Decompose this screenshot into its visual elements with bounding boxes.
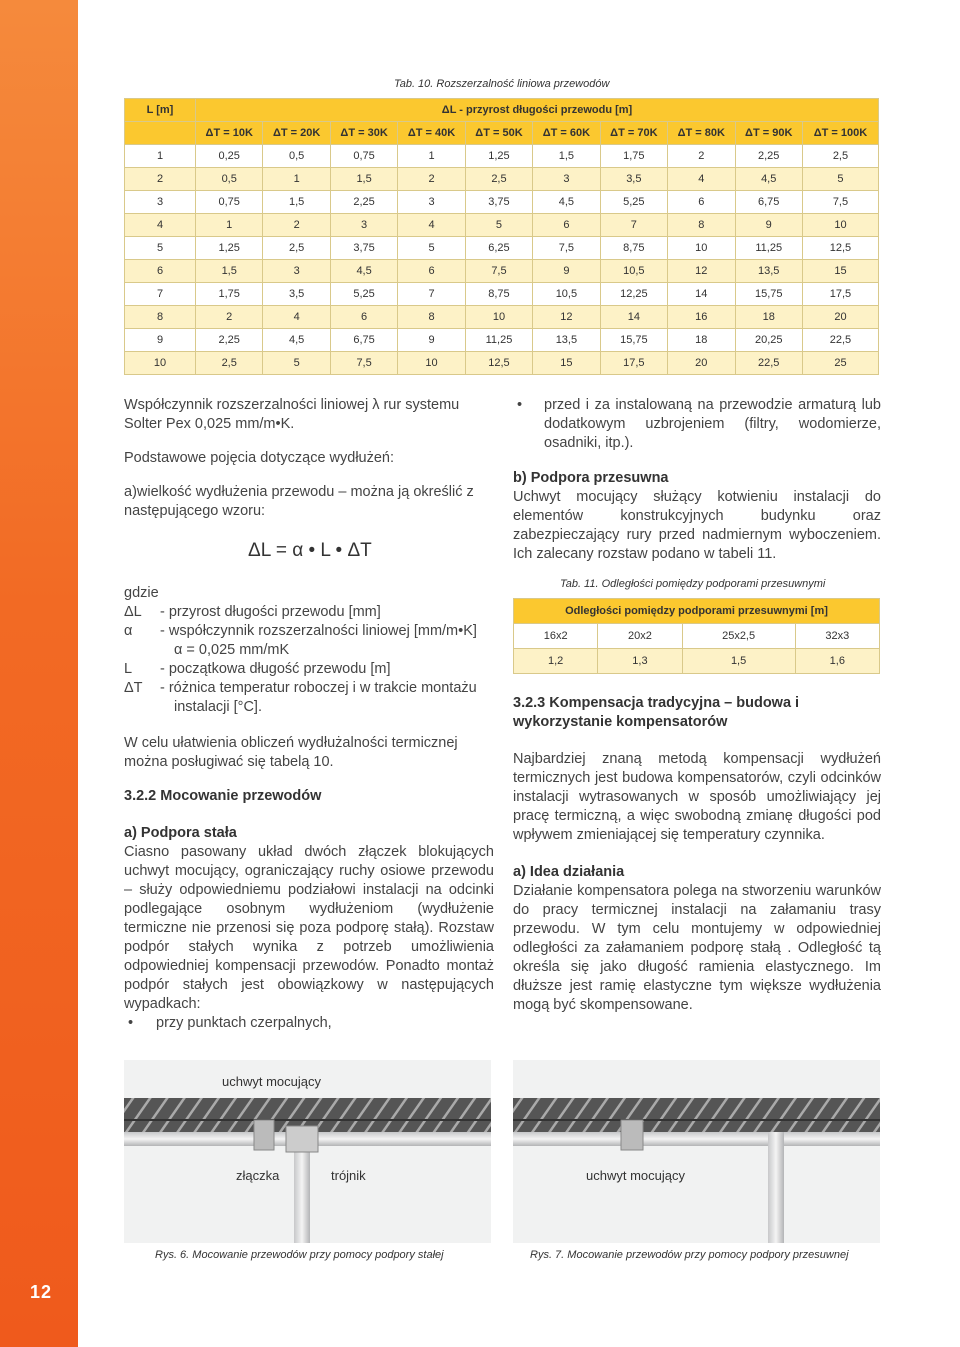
elongation-cell: 8 [668, 214, 735, 237]
figure6-caption: Rys. 6. Mocowanie przewodów przy pomocy podpory stałej [155, 1249, 444, 1261]
definition-text: - różnica temperatur roboczej i w trakcie montażu [160, 680, 477, 696]
right-column-lower [513, 694, 881, 1015]
elongation-cell: 6 [668, 191, 735, 214]
definition-text: - przyrost długości przewodu [mm] [160, 604, 381, 620]
elongation-cell: 1,25 [465, 145, 532, 168]
elongation-cell: 1,5 [330, 168, 397, 191]
elongation-cell: 5 [398, 237, 465, 260]
elongation-cell: 0,5 [196, 168, 263, 191]
elongation-cell: 1 [196, 214, 263, 237]
elongation-cell: 12,5 [465, 352, 532, 375]
tee-label: trójnik [331, 1168, 366, 1183]
table-row [125, 329, 879, 352]
elongation-cell: 25 [802, 352, 878, 375]
sliding-support-illustration [513, 1060, 880, 1243]
elongation-cell: 4 [668, 168, 735, 191]
elongation-cell: 3,5 [600, 168, 667, 191]
elongation-cell: 1,5 [263, 191, 330, 214]
elongation-cell: 10 [802, 214, 878, 237]
definition-symbol: L [124, 661, 133, 677]
right-column [513, 396, 881, 564]
bracket-label: uchwyt mocujący [586, 1168, 685, 1183]
elongation-cell: 6 [330, 306, 397, 329]
definition-line [124, 679, 499, 698]
elongation-cell: 3,75 [330, 237, 397, 260]
dt-header-cell: ΔT = 70K [600, 122, 667, 145]
elongation-cell: 4,5 [330, 260, 397, 283]
dt-header-cell: ΔT = 80K [668, 122, 735, 145]
elongation-cell: 12,25 [600, 283, 667, 306]
table-header-empty [125, 122, 196, 145]
elongation-cell: 0,75 [196, 191, 263, 214]
figure-fixed-support [124, 1060, 491, 1243]
dt-header-cell: ΔT = 90K [735, 122, 802, 145]
length-cell: 8 [125, 306, 196, 329]
elongation-cell: 2,5 [263, 237, 330, 260]
table-row [125, 352, 879, 375]
bullet-text: przy punktach czerpalnych, [156, 1015, 332, 1031]
elongation-cell: 12,5 [802, 237, 878, 260]
definition-line [124, 660, 499, 679]
definition-line [124, 622, 499, 641]
elongation-cell: 1,5 [533, 145, 600, 168]
definition-line [124, 641, 499, 660]
basics-heading: Podstawowe pojęcia dotyczące wydłużeń: [124, 450, 395, 466]
pipe-size-cell: 16x2 [514, 624, 598, 649]
elongation-cell: 11,25 [465, 329, 532, 352]
dt-header-cell: ΔT = 40K [398, 122, 465, 145]
pipe-size-cell: 25x2,5 [682, 624, 795, 649]
elongation-cell: 4,5 [263, 329, 330, 352]
elongation-cell: 6,75 [330, 329, 397, 352]
table11-header: Odległości pomiędzy podporami przesuwnymi [m] [514, 599, 880, 624]
elongation-cell: 0,5 [263, 145, 330, 168]
elongation-cell: 8,75 [600, 237, 667, 260]
elongation-cell: 5,25 [600, 191, 667, 214]
orange-sidebar [0, 0, 78, 1347]
sliding-support-heading: b) Podpora przesuwna [513, 470, 669, 486]
fixed-support-heading: a) Podpora stała [124, 825, 237, 841]
elongation-cell: 10,5 [600, 260, 667, 283]
elongation-cell: 4 [398, 214, 465, 237]
elongation-cell: 1 [263, 168, 330, 191]
elongation-cell: 13,5 [533, 329, 600, 352]
elongation-cell: 17,5 [802, 283, 878, 306]
length-cell: 6 [125, 260, 196, 283]
definition-symbol: ΔL [124, 604, 142, 620]
compensation-text: Najbardziej znaną metodą kompensacji wydłużeń termicznych jest budowa kompensatorów, czyli odcinków instalacji wytrasowanych w sposób umożliwiający jej pracę termiczną, a więc swobodną zmianę długości pod wpływem zmieniającej się temperatury czynnika. [513, 751, 881, 843]
elongation-cell: 2,25 [330, 191, 397, 214]
mounting-heading: 3.2.2 Mocowanie przewodów [124, 788, 322, 804]
elongation-cell: 7,5 [330, 352, 397, 375]
fixed-support-text: Ciasno pasowany układ dwóch złączek blokujących uchwyt mocujący, ograniczający ruchy osiowe przewodu – służy odpowiedniemu podziałowi instalacji na odcinki podlegające osobnym wydłużeniom (wydłużenie termiczne nie przenosi się poza podporę stałą). Rozstaw podpór stałych wynika z potrzeb umożliwienia odpowiedniej kompensacji przewodów. Ponadto montaż podpór stałych jest obowiązkowy w następujących wypadkach: [124, 844, 494, 1012]
distance-cell: 1,6 [795, 649, 879, 674]
elongation-cell: 4,5 [735, 168, 802, 191]
dt-header-cell: ΔT = 20K [263, 122, 330, 145]
formula: ΔL = α • L • ΔT [248, 540, 372, 561]
elongation-cell: 22,5 [802, 329, 878, 352]
elongation-cell: 6,75 [735, 191, 802, 214]
length-cell: 10 [125, 352, 196, 375]
left-column-lower [124, 734, 494, 1033]
elongation-cell: 12 [668, 260, 735, 283]
elongation-cell: 1,75 [600, 145, 667, 168]
elongation-cell: 5,25 [330, 283, 397, 306]
elongation-cell: 15 [802, 260, 878, 283]
elongation-cell: 7 [600, 214, 667, 237]
definition-line [124, 698, 499, 717]
elongation-cell: 20 [668, 352, 735, 375]
length-cell: 9 [125, 329, 196, 352]
bullet-text: przed i za instalowaną na przewodzie armaturą lub dodatkowym uzbrojeniem (filtry, wodomierze, osadniki, itp.). [544, 397, 881, 451]
elongation-cell: 6,25 [465, 237, 532, 260]
elongation-cell: 9 [735, 214, 802, 237]
bullet-item: • przy punktach czerpalnych, [128, 1015, 332, 1031]
elongation-cell: 10 [465, 306, 532, 329]
expansion-table [124, 98, 879, 375]
elongation-cell: 5 [263, 352, 330, 375]
elongation-cell: 11,25 [735, 237, 802, 260]
definition-symbol: ΔT [124, 680, 143, 696]
length-cell: 1 [125, 145, 196, 168]
dt-header-cell: ΔT = 50K [465, 122, 532, 145]
table-row [125, 214, 879, 237]
elongation-cell: 8,75 [465, 283, 532, 306]
elongation-cell: 13,5 [735, 260, 802, 283]
idea-heading: a) Idea działania [513, 864, 625, 880]
elongation-cell: 2,25 [196, 329, 263, 352]
compensation-heading: 3.2.3 Kompensacja tradycyjna – budowa i wykorzystanie kompensatorów [513, 695, 800, 730]
elongation-cell: 14 [600, 306, 667, 329]
elongation-cell: 9 [533, 260, 600, 283]
elongation-cell: 7,5 [533, 237, 600, 260]
elongation-cell: 18 [735, 306, 802, 329]
page-number: 12 [30, 1282, 53, 1302]
elongation-cell: 6 [398, 260, 465, 283]
table-hint: W celu ułatwienia obliczeń wydłużalności termicznej można posługiwać się tabelą 10. [124, 735, 458, 770]
elongation-cell: 1,75 [196, 283, 263, 306]
definition-text: α = 0,025 mm/mK [174, 642, 290, 658]
elongation-cell: 7,5 [802, 191, 878, 214]
table-row [125, 283, 879, 306]
definition-text: instalacji [°C]. [174, 699, 262, 715]
elongation-cell: 14 [668, 283, 735, 306]
elongation-cell: 4 [263, 306, 330, 329]
definition-symbol: α [124, 623, 133, 639]
elongation-cell: 7 [398, 283, 465, 306]
coefficient-paragraph: Współczynnik rozszerzalności liniowej λ rur systemu Solter Pex 0,025 mm/m•K. [124, 397, 460, 432]
elongation-cell: 3 [533, 168, 600, 191]
coupling-label: złączka [236, 1168, 280, 1183]
definition-text: - współczynnik rozszerzalności liniowej [mm/m•K] [160, 623, 477, 639]
elongation-cell: 20 [802, 306, 878, 329]
elongation-cell: 1,5 [196, 260, 263, 283]
elongation-cell: 22,5 [735, 352, 802, 375]
elongation-cell: 18 [668, 329, 735, 352]
elongation-cell: 15,75 [735, 283, 802, 306]
sliding-support-text: Uchwyt mocujący służący kotwieniu instalacji do elementów konstrukcyjnych budynku oraz zabezpieczający rury przed nadmiernym wyboczeniem. Ich zalecany rozstaw podano w tabeli 11. [513, 489, 881, 562]
length-cell: 2 [125, 168, 196, 191]
elongation-cell: 3,75 [465, 191, 532, 214]
table-row [125, 145, 879, 168]
elongation-cell: 3 [398, 191, 465, 214]
elongation-cell: 6 [533, 214, 600, 237]
definition-text: - początkowa długość przewodu [m] [160, 661, 391, 677]
elongation-cell: 10 [668, 237, 735, 260]
table-row [125, 306, 879, 329]
figure7-caption: Rys. 7. Mocowanie przewodów przy pomocy podpory przesuwnej [530, 1249, 849, 1261]
elongation-cell: 3 [330, 214, 397, 237]
formula-intro: a)wielkość wydłużenia przewodu – można ją określić z następującego wzoru: [124, 484, 474, 519]
distance-cell: 1,3 [598, 649, 682, 674]
elongation-cell: 7,5 [465, 260, 532, 283]
figure-sliding-support [513, 1060, 880, 1243]
left-column [124, 396, 494, 521]
elongation-cell: 5 [465, 214, 532, 237]
elongation-cell: 8 [398, 306, 465, 329]
length-cell: 5 [125, 237, 196, 260]
support-distance-table [513, 598, 880, 674]
table-group-header: ΔL - przyrost długości przewodu [m] [196, 99, 879, 122]
idea-text: Działanie kompensatora polega na stworzeniu warunków do pracy termicznej instalacji na załamaniu trasy przewodu. W tym celu montujemy w odpowiedniej odległości za załamaniem podporę stałą . Odległość tą określa się jako długość ramienia elastycznego. Im dłuższe jest ramię elastyczne tym większe wydłużenia mogą być skompensowane. [513, 883, 881, 1013]
distance-cell: 1,5 [682, 649, 795, 674]
elongation-cell: 20,25 [735, 329, 802, 352]
pipe-size-cell: 32x3 [795, 624, 879, 649]
length-cell: 4 [125, 214, 196, 237]
elongation-cell: 2,5 [196, 352, 263, 375]
elongation-cell: 16 [668, 306, 735, 329]
pipe-size-cell: 20x2 [598, 624, 682, 649]
table10-caption: Tab. 10. Rozszerzalność liniowa przewodów [394, 78, 610, 90]
elongation-cell: 2 [196, 306, 263, 329]
elongation-cell: 2 [668, 145, 735, 168]
elongation-cell: 3,5 [263, 283, 330, 306]
elongation-cell: 2,25 [735, 145, 802, 168]
length-cell: 7 [125, 283, 196, 306]
dt-header-cell: ΔT = 30K [330, 122, 397, 145]
table-row [125, 237, 879, 260]
elongation-cell: 12 [533, 306, 600, 329]
definitions [124, 584, 499, 717]
bullet-item: • przed i za instalowaną na przewodzie armaturą lub dodatkowym uzbrojeniem (filtry, wodomierze, osadniki, itp.). [517, 397, 881, 451]
elongation-cell: 5 [802, 168, 878, 191]
elongation-cell: 2 [398, 168, 465, 191]
elongation-cell: 9 [398, 329, 465, 352]
elongation-cell: 4,5 [533, 191, 600, 214]
dt-header-cell: ΔT = 60K [533, 122, 600, 145]
table-row [125, 191, 879, 214]
dt-header-cell: ΔT = 100K [802, 122, 878, 145]
distance-cell: 1,2 [514, 649, 598, 674]
elongation-cell: 15,75 [600, 329, 667, 352]
elongation-cell: 0,25 [196, 145, 263, 168]
elongation-cell: 1,25 [196, 237, 263, 260]
elongation-cell: 0,75 [330, 145, 397, 168]
bracket-label: uchwyt mocujący [222, 1074, 321, 1089]
elongation-cell: 10 [398, 352, 465, 375]
table-row [125, 168, 879, 191]
elongation-cell: 2,5 [465, 168, 532, 191]
elongation-cell: 1 [398, 145, 465, 168]
table-header-length: L [m] [125, 99, 196, 122]
table-row [125, 260, 879, 283]
elongation-cell: 10,5 [533, 283, 600, 306]
elongation-cell: 17,5 [600, 352, 667, 375]
elongation-cell: 2 [263, 214, 330, 237]
dt-header-cell: ΔT = 10K [196, 122, 263, 145]
table11-caption: Tab. 11. Odległości pomiędzy podporami przesuwnymi [560, 578, 826, 590]
elongation-cell: 2,5 [802, 145, 878, 168]
length-cell: 3 [125, 191, 196, 214]
gdzie-label: gdzie [124, 585, 159, 601]
elongation-cell: 15 [533, 352, 600, 375]
elongation-cell: 3 [263, 260, 330, 283]
definition-line [124, 603, 499, 622]
